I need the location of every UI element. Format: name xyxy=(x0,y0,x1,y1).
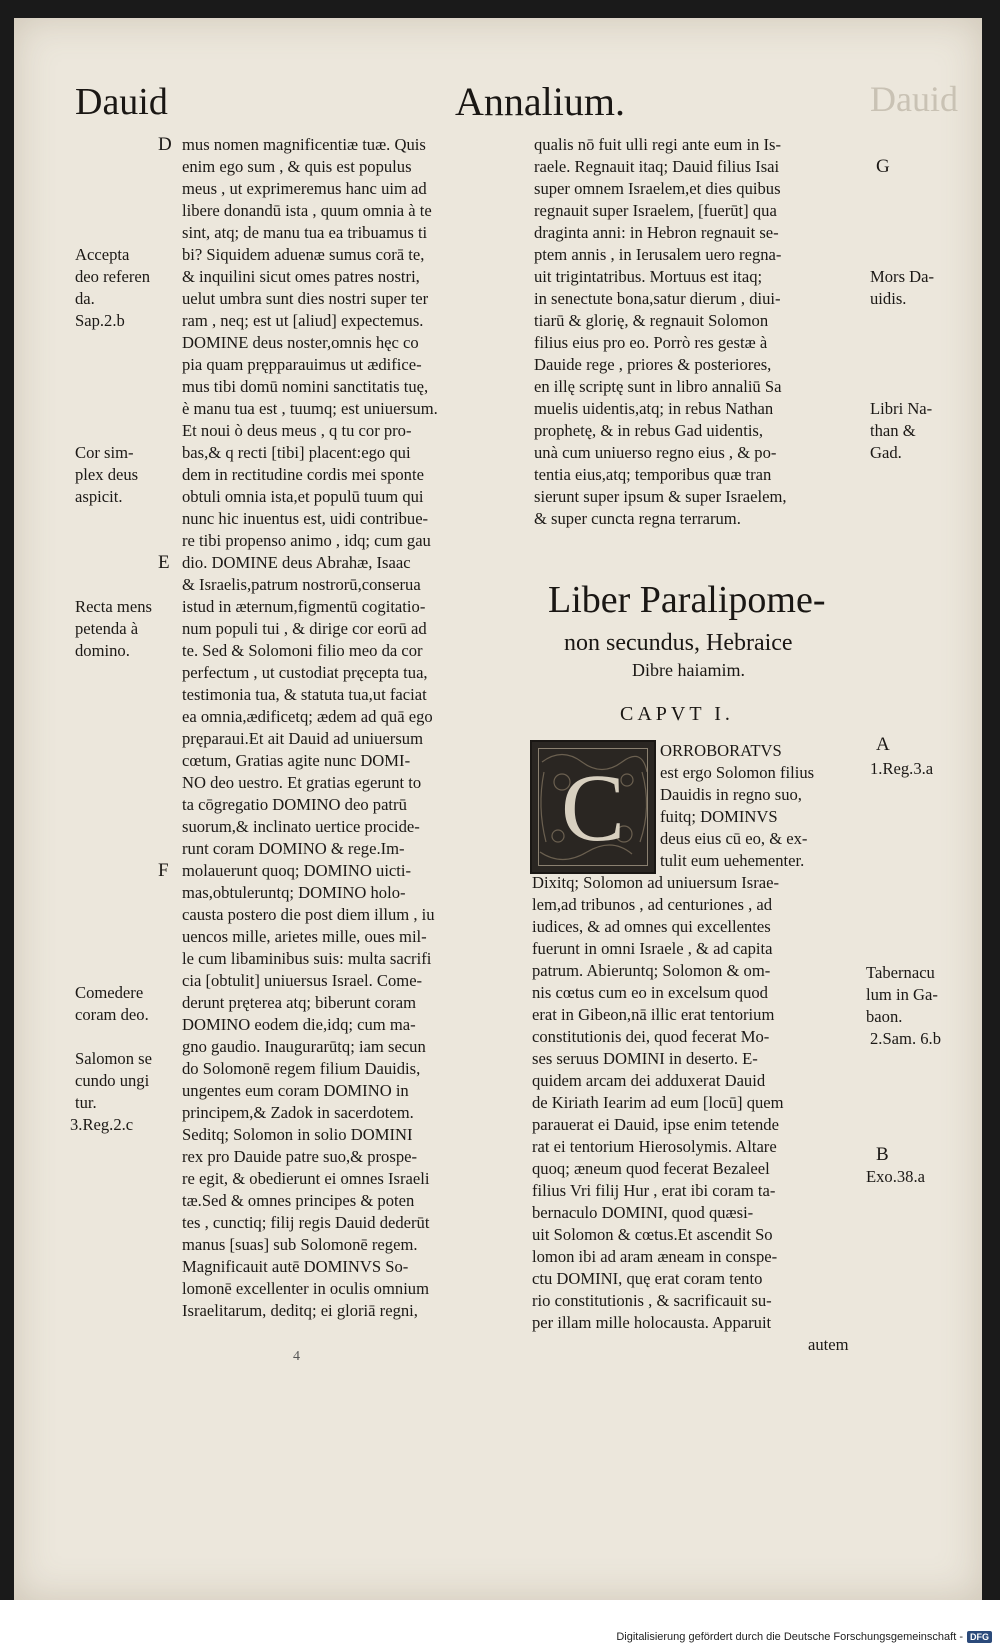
text-line: muelis uidentis,atq; in rebus Nathan xyxy=(534,399,774,418)
text-line: per illam mille holocausta. Apparuit xyxy=(532,1313,772,1332)
margin-note: Salomon se cundo ungi tur. xyxy=(75,1049,152,1112)
text-line: ungentes eum coram DOMINO in xyxy=(182,1081,409,1100)
text-line: mus nomen magnificentiæ tuæ. Quis xyxy=(182,135,426,154)
text-line: sint, atq; de manu tua ea tribuamus ti xyxy=(182,223,428,242)
text-line: te. Sed & Solomoni filio meo da cor xyxy=(182,641,423,660)
initial-letter: C xyxy=(560,753,626,861)
text-line: runt coram DOMINO & rege.Im- xyxy=(182,839,405,858)
text-line: super omnem Israelem,et dies quibus xyxy=(534,179,781,198)
text-line: nunc hic inuentus est, uidi contribue- xyxy=(182,509,429,528)
section-letter-b: B xyxy=(876,1144,889,1165)
text-line: uencos mille, arietes mille, oues mil- xyxy=(182,927,427,946)
text-line: Dixitq; Solomon ad uniuersum Israe- xyxy=(532,873,780,892)
margin-note: Recta mens petenda à domino. xyxy=(75,597,152,660)
text-line: num populi tui , & dirige cor eorū ad xyxy=(182,619,427,638)
right-text-column-bottom xyxy=(532,872,784,1334)
text-line: ea omnia,ædificetq; ædem ad quā ego xyxy=(182,707,433,726)
text-line: filius eius pro eo. Porrò res gestæ à xyxy=(534,333,768,352)
margin-note: 2.Sam. 6.b xyxy=(870,1029,941,1048)
text-line: unà cum uniuerso regno eius , & po- xyxy=(534,443,777,462)
text-line: le cum libaminibus suis: multa sacrifi xyxy=(182,949,432,968)
running-head-right-showthrough: Dauid xyxy=(870,79,958,119)
text-line: prophetę, & in rebus Gad uidentis, xyxy=(534,421,764,440)
text-line: sierunt super ipsum & super Israelem, xyxy=(534,487,787,506)
margin-note: Tabernacu lum in Ga- baon. xyxy=(866,963,938,1026)
margin-note: Exo.38.a xyxy=(866,1167,925,1186)
text-line: rex pro Dauide patre suo,& prospe- xyxy=(182,1147,418,1166)
text-line: ptem annis , in Ierusalem uero regna- xyxy=(534,245,782,264)
text-line: patrum. Abieruntq; Solomon & om- xyxy=(532,961,771,980)
text-line: tulit eum uehementer. xyxy=(660,851,805,870)
text-line: dem in rectitudine cordis mei sponte xyxy=(182,465,424,484)
text-line: deus eius cū eo, & ex- xyxy=(660,829,808,848)
text-line: uit trigintatribus. Mortuus est itaq; xyxy=(534,267,763,286)
text-line: iudices, & ad omnes qui excellentes xyxy=(532,917,771,936)
text-line: manus [suas] sub Solomonē regem. xyxy=(182,1235,418,1254)
margin-note: Accepta deo referen da. xyxy=(75,245,151,308)
text-line: lomonē excellenter in oculis omnium xyxy=(182,1279,430,1298)
text-line: Seditq; Solomon in solio DOMINI xyxy=(182,1125,413,1144)
text-line: re tibi propenso animo , idq; cum gau xyxy=(182,531,431,550)
text-line: bi? Siquidem aduenæ sumus corā te, xyxy=(182,245,425,264)
text-line: cia [obtulit] uniuersus Israel. Come- xyxy=(182,971,423,990)
book-page xyxy=(14,18,982,1600)
text-line: & super cuncta regna terrarum. xyxy=(534,509,741,528)
text-line: parauerat ei Dauid, ipse enim tetende xyxy=(532,1115,779,1134)
text-line: derunt pręterea atq; biberunt coram xyxy=(182,993,417,1012)
text-line: do Solomonē regem filium Dauidis, xyxy=(182,1059,421,1078)
text-line: rio constitutionis , & sacrificauit su- xyxy=(532,1291,772,1310)
catchword: autem xyxy=(808,1335,849,1354)
text-line: cœtum, Gratias agite nunc DOMI- xyxy=(182,751,411,770)
text-line: re egit, & obedierunt ei omnes Israeli xyxy=(182,1169,430,1188)
page-mark: 4 xyxy=(293,1349,300,1364)
right-text-column-beside-initial xyxy=(660,740,814,872)
section-letter-g: G xyxy=(876,156,890,177)
margin-note: Comedere coram deo. xyxy=(75,983,149,1024)
text-line: mas,obtuleruntq; DOMINO holo- xyxy=(182,883,406,902)
hebrew-title: Dibre haiamim. xyxy=(632,660,745,680)
text-line: lomon ibi ad aram æneam in conspe- xyxy=(532,1247,778,1266)
text-line: tentia eius,atq; temporibus quæ tran xyxy=(534,465,772,484)
text-line: qualis nō fuit ulli regi ante eum in Is- xyxy=(534,135,782,154)
text-line: tæ.Sed & omnes principes & poten xyxy=(182,1191,415,1210)
text-line: ta cōgregatio DOMINO deo patrū xyxy=(182,795,407,814)
running-head-center: Annalium. xyxy=(455,79,625,124)
text-line: ram , neq; est ut [aliud] expectemus. xyxy=(182,311,424,330)
text-line: lem,ad tribunos , ad centuriones , ad xyxy=(532,895,773,914)
text-line: enim ego sum , & quis est populus xyxy=(182,157,412,176)
text-line: uit Solomon & cœtus.Et ascendit So xyxy=(532,1225,773,1244)
text-line: istud in æternum,figmentū cogitatio- xyxy=(182,597,426,616)
text-line: è manu tua est , tuumq; est uniuersum. xyxy=(182,399,438,418)
text-line: Dauidis in regno suo, xyxy=(660,785,802,804)
text-line: bas,& q recti [tibi] placent:ego qui xyxy=(182,443,411,462)
text-line: gno gaudio. Inaugurarūtq; iam secun xyxy=(182,1037,426,1056)
text-line: principem,& Zadok in sacerdotem. xyxy=(182,1103,414,1122)
section-letter-f: F xyxy=(158,860,169,881)
chapter-heading: CAPVT I. xyxy=(620,703,734,725)
text-line: NO deo uestro. Et gratias egerunt to xyxy=(182,773,422,792)
text-line: libere donandū ista , quum omnia à te xyxy=(182,201,432,220)
funding-credit xyxy=(616,1631,992,1643)
text-line: quidem arcam dei adduxerat Dauid xyxy=(532,1071,766,1090)
text-line: Et noui ò deus meus , q tu cor pro- xyxy=(182,421,412,440)
text-line: meus , ut exprimeremus hanc uim ad xyxy=(182,179,427,198)
right-text-column-top xyxy=(534,134,787,530)
decorated-initial xyxy=(530,740,656,874)
text-line: DOMINE deus noster,omnis hęc co xyxy=(182,333,419,352)
running-head-left: Dauid xyxy=(75,81,168,123)
text-line: Dauide rege , priores & posteriores, xyxy=(534,355,772,374)
text-line: uelut umbra sunt dies nostri super ter xyxy=(182,289,429,308)
text-line: de Kiriath Iearim ad eum [locū] quem xyxy=(532,1093,784,1112)
margin-note: Cor sim- plex deus aspicit. xyxy=(75,443,139,506)
text-line: rat ei tentorium Hierosolymis. Altare xyxy=(532,1137,777,1156)
text-line: erat in Gibeon,nā illic erat tentorium xyxy=(532,1005,775,1024)
section-letter-a: A xyxy=(876,734,890,755)
margin-note: 1.Reg.3.a xyxy=(870,759,934,778)
text-line: mus tibi domū nomini sanctitatis tuę, xyxy=(182,377,429,396)
text-line: & Israelis,patrum nostrorū,conserua xyxy=(182,575,421,594)
text-line: nis cœtus cum eo in excelsum quod xyxy=(532,983,768,1002)
text-line: in senectute bona,satur dierum , diui- xyxy=(534,289,781,308)
text-line: pręparaui.Et ait Dauid ad uniuersum xyxy=(182,729,423,748)
section-letter-d: D xyxy=(158,134,172,155)
text-line: ORROBORATVS xyxy=(660,741,782,760)
text-line: regnauit super Israelem, [fuerūt] qua xyxy=(534,201,777,220)
text-line: draginta anni: in Hebron regnauit se- xyxy=(534,223,779,242)
text-line: DOMINO eodem die,idq; cum ma- xyxy=(182,1015,416,1034)
text-line: ses seruus DOMINI in deserto. E- xyxy=(532,1049,758,1068)
text-line: raele. Regnauit itaq; Dauid filius Isai xyxy=(534,157,780,176)
text-line: fuerunt in omni Israele , & ad capita xyxy=(532,939,773,958)
text-line: molauerunt quoq; DOMINO uicti- xyxy=(182,861,412,880)
text-line: testimonia tua, & statuta tua,ut faciat xyxy=(182,685,427,704)
text-line: constitutionis dei, quod fecerat Mo- xyxy=(532,1027,770,1046)
text-line: bernaculo DOMINI, quod quæsi- xyxy=(532,1203,754,1222)
text-line: & inquilini sicut omes patres nostri, xyxy=(182,267,420,286)
margin-note: Sap.2.b xyxy=(75,311,125,330)
text-line: obtuli omnia ista,et populū tuum qui xyxy=(182,487,424,506)
book-subtitle: non secundus, Hebraice xyxy=(564,630,793,656)
text-line: Magnificauit autē DOMINVS So- xyxy=(182,1257,409,1276)
section-letter-e: E xyxy=(158,552,170,573)
text-line: est ergo Solomon filius xyxy=(660,763,815,782)
text-line: filius Vri filij Hur , erat ibi coram ta- xyxy=(532,1181,776,1200)
dfg-logo: DFG xyxy=(967,1631,992,1643)
margin-note: Mors Da- uidis. xyxy=(870,267,935,308)
text-line: suorum,& inclinato uertice procide- xyxy=(182,817,420,836)
text-line: fuitq; DOMINVS xyxy=(660,807,778,826)
text-line: en illę scriptę sunt in libro annaliū Sa xyxy=(534,377,782,396)
text-line: pia quam prępparauimus ut ædifice- xyxy=(182,355,422,374)
text-line: dio. DOMINE deus Abrahæ, Isaac xyxy=(182,553,411,572)
book-title: Liber Paralipome- xyxy=(548,579,826,621)
text-line: ctu DOMINI, quę erat coram tento xyxy=(532,1269,763,1288)
text-line: perfectum , ut custodiat pręcepta tua, xyxy=(182,663,428,682)
text-line: quoq; æneum quod fecerat Bezaleel xyxy=(532,1159,770,1178)
funding-credit-text: Digitalisierung gefördert durch die Deutsche Forschungsgemeinschaft - xyxy=(616,1631,963,1643)
text-line: Israelitarum, deditq; ei gloriā regni, xyxy=(182,1301,418,1320)
left-text-column xyxy=(182,134,438,1322)
text-line: causta postero die post diem illum , iu xyxy=(182,905,435,924)
text-line: tes , cunctiq; filij regis Dauid dederūt xyxy=(182,1213,430,1232)
margin-note: 3.Reg.2.c xyxy=(70,1115,134,1134)
text-line: tiarū & glorię, & regnauit Solomon xyxy=(534,311,769,330)
margin-note: Libri Na- than & Gad. xyxy=(870,399,933,462)
